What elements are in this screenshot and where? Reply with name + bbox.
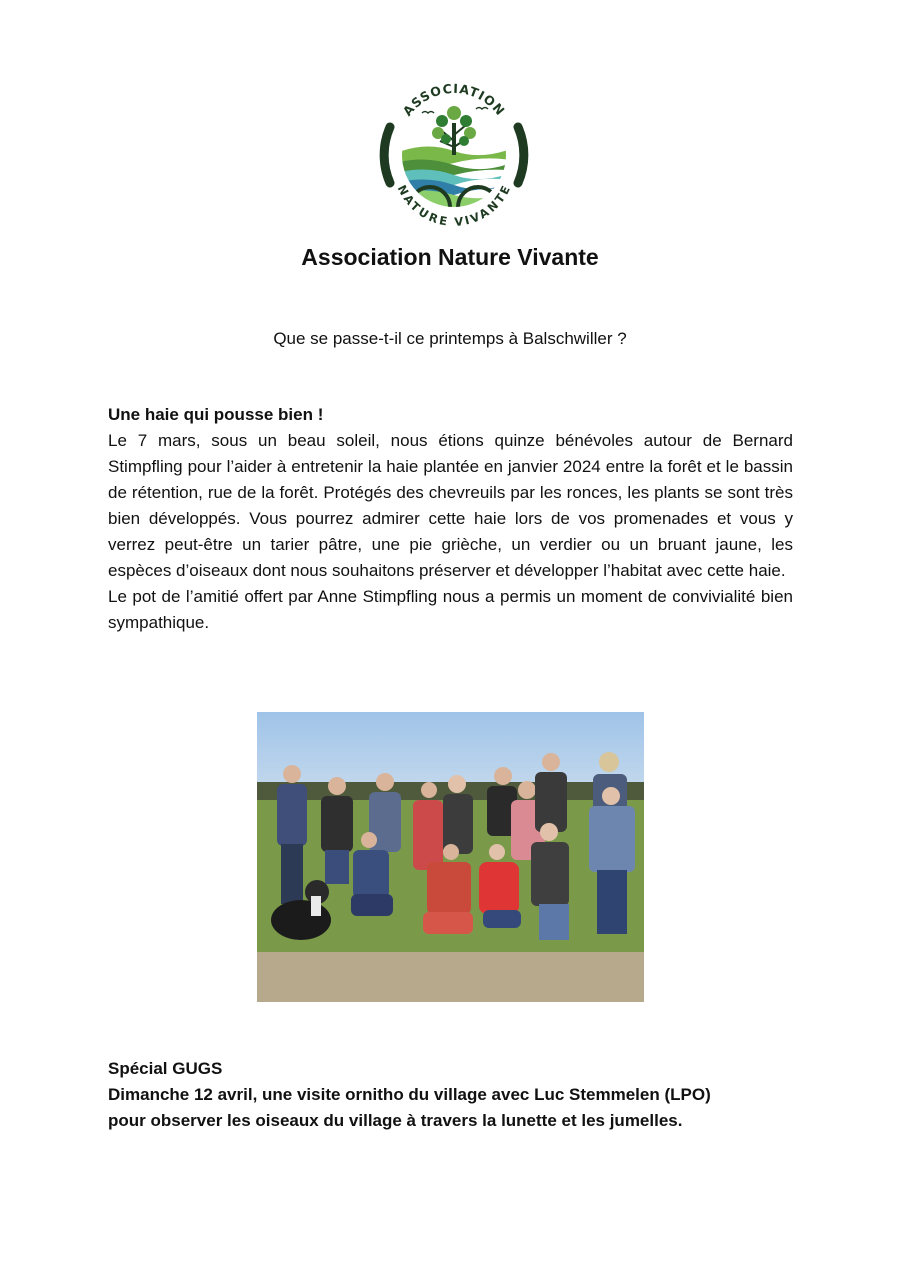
article-paragraph-2: Le pot de l’amitié offert par Anne Stimpfling nous a permis un moment de convivialité bien sympathique.: [108, 587, 793, 632]
page-title: Association Nature Vivante: [301, 244, 599, 270]
group-photo: [257, 712, 644, 1002]
event-line-2: pour observer les oiseaux du village à travers la lunette et les jumelles.: [108, 1111, 683, 1130]
event-section: [108, 1056, 808, 1134]
group-photo-icon: [257, 712, 644, 1002]
logo-text-top: ASSOCIATION: [399, 80, 509, 119]
page-subtitle: Que se passe-t-il ce printemps à Balschwiller ?: [273, 329, 627, 348]
article-paragraph-1: Le 7 mars, sous un beau soleil, nous étions quinze bénévoles autour de Bernard Stimpfling pour l’aider à entretenir la haie plantée en janvier 2024 entre la forêt et le bassin de rétention, rue de la forêt. Protégés des chevreuils par les ronces, les plants se sont très bien développés. Vous pourrez admirer cette haie lors de vos promenades et vous y verrez peut-être un tarier pâtre, une pie grièche, un verdier ou un bruant jaune, les espèces d’oiseaux dont nous souhaitons préserver et développer l’habitat avec cette haie.: [108, 431, 793, 580]
event-line-1: Dimanche 12 avril, une visite ornitho du village avec Luc Stemmelen (LPO): [108, 1085, 711, 1104]
logo-text-bottom: NATURE VIVANTE: [394, 182, 514, 229]
event-label: Spécial GUGS: [108, 1059, 223, 1078]
article-section: [108, 402, 793, 636]
article-heading: Une haie qui pousse bien !: [108, 405, 324, 424]
logo-emblem-icon: [376, 75, 532, 231]
association-logo: [376, 75, 532, 231]
